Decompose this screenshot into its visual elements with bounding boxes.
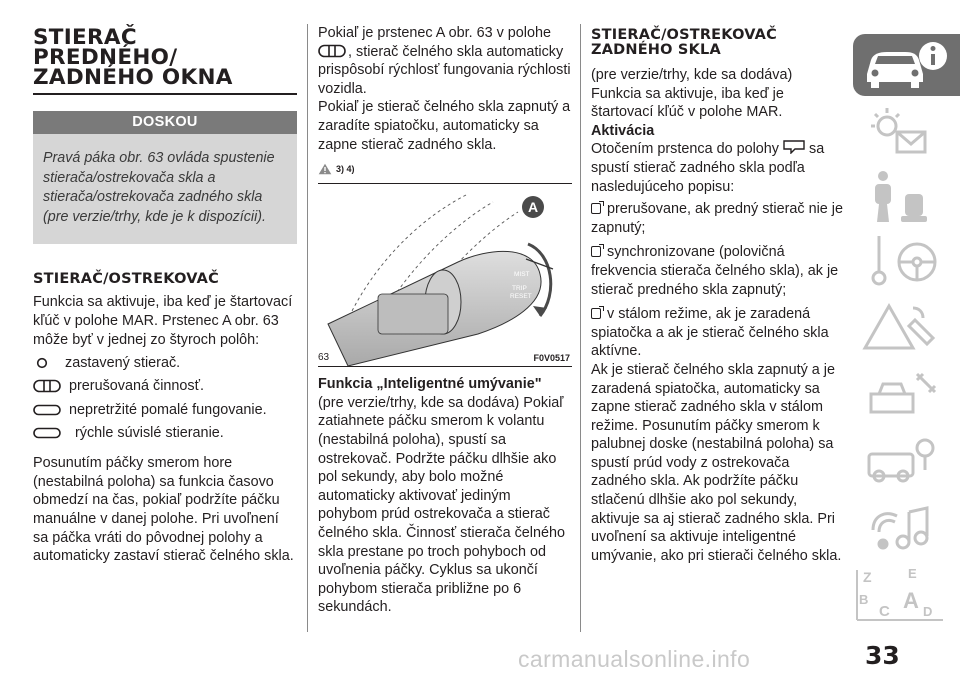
figure-label-a: A xyxy=(527,199,539,216)
column-divider xyxy=(580,24,581,632)
watermark: carmanualsonline.info xyxy=(518,646,751,672)
maintenance-icon xyxy=(853,364,960,426)
wiper-intermittent-icon xyxy=(33,379,61,393)
bullet-box-icon xyxy=(591,308,601,319)
emergency-icon xyxy=(853,298,960,360)
wiper-off-icon xyxy=(35,357,49,369)
tab-technical-data[interactable] xyxy=(853,430,960,492)
column-divider xyxy=(307,24,308,632)
position-item: prerušovaná činnosť. xyxy=(33,375,297,399)
rear-wiper-icon xyxy=(783,140,805,154)
doskou-text: Pravá páka obr. 63 ovláda spustenie stierača/ostrekovača skla a stierača/ostrekovača zadného skla (pre verzie/trhy, kde je k dispozícii). xyxy=(43,150,275,225)
tab-warning-lights[interactable] xyxy=(853,100,960,162)
wiper-lever-illustration xyxy=(318,184,572,367)
lever-text-trip: TRIP xyxy=(512,285,527,293)
bullet-box-icon xyxy=(591,203,601,214)
index-icon xyxy=(853,562,960,624)
car-info-icon xyxy=(853,34,960,96)
safety-icon xyxy=(853,166,960,228)
intelligent-wash-text: (pre verzie/trhy, kde sa dodáva) Pokiaľ zatiahnete páčku smerom k volantu (nestabilná poloha), spustí sa ostrekovač. Podržte páčku dlhšie ako pol sekundy, aby bolo možné automaticky aktivovať jediným pohybom prúd ostrekovača a stierač čelného skla. Činnosť stierača čelného skla prestane po troch pohyboch od uvoľnenia páčky. Cyklus sa ukončí pohybom stierača približne po 6 sekundách. xyxy=(318,394,565,616)
column-1 xyxy=(33,25,297,566)
activation-bullets xyxy=(591,200,845,361)
doskou-box xyxy=(33,111,297,244)
tab-safety[interactable] xyxy=(853,166,960,228)
intelligent-wash-title: Funkcia „Inteligentné umývanie" xyxy=(318,376,542,393)
svg-text:C: C xyxy=(879,603,890,620)
tab-index[interactable] xyxy=(853,562,960,624)
tab-emergency[interactable] xyxy=(853,298,960,360)
reverse-gear-text: Pokiaľ je stierač čelného skla zapnutý a zaradíte spiatočku, automaticky sa zapne stierač zadného skla. xyxy=(318,99,571,153)
figure-63 xyxy=(318,183,572,367)
tab-multimedia[interactable] xyxy=(853,496,960,558)
rear-wiper-details: Ak je stierač čelného skla zapnutý a je zaradená spiatočka, automaticky sa zapne stierač zadného skla v stálom režime. Posunutím páčky smerom k palubnej doske (nestabilná poloha) sa spustí prúd vody z ostrekovača zadného skla. Ak podržíte páčku stlačenú dlhšie ako pol sekundy, aktivuje sa aj stierač zadného skla. Pri uvoľnení sa aktivuje inteligentné umývanie, ako pri stierači čelného skla. xyxy=(591,361,842,564)
warning-reference: 3) 4) xyxy=(318,160,572,178)
svg-text:B: B xyxy=(859,592,869,607)
lever-text-reset: RESET xyxy=(510,293,532,301)
bullet-item: prerušovane, ak predný stierač nie je zapnutý; xyxy=(591,201,843,236)
auto-speed-text: Pokiaľ je prstenec A obr. 63 v polohe , stierač čelného skla automaticky prispôsobí rýchlosť fungovania rýchlosti vozidla. xyxy=(318,25,571,97)
rear-wiper-intro: (pre verzie/trhy, kde sa dodáva) Funkcia sa aktivuje, iba keď je štartovací kľúč v polohe MAR. xyxy=(591,67,793,121)
svg-text:Z: Z xyxy=(863,569,872,585)
section-title-rear-wiper: STIERAČ/OSTREKOVAČ ZADNÉHO SKLA xyxy=(591,27,777,58)
starting-driving-icon xyxy=(853,232,960,294)
wiper-after-text: Posunutím páčky smerom hore (nestabilná poloha) sa funkcia časovo obmedzí na čas, pokiaľ podržíte páčku manuálne v danej polohe. Pri uvoľnení sa páčka vráti do pôvodnej polohy a automaticky zastaví stierač čelného skla. xyxy=(33,455,294,565)
activation-text: Otočením prstenca do polohy sa spustí stierač zadného skla podľa nasledujúceho popisu: xyxy=(591,141,825,195)
tab-car-info[interactable] xyxy=(853,34,960,96)
positions-list xyxy=(33,351,297,445)
position-item: rýchle súvislé stieranie. xyxy=(33,422,297,446)
svg-text:A: A xyxy=(903,588,919,613)
lever-text-mist: MIST xyxy=(514,271,530,279)
column-3 xyxy=(591,28,845,565)
figure-number: 63 xyxy=(318,352,330,364)
wiper-slow-icon xyxy=(33,404,61,416)
wiper-intermittent-icon xyxy=(318,44,346,58)
svg-text:E: E xyxy=(908,566,917,581)
multimedia-icon xyxy=(853,496,960,558)
bullet-item: synchronizovane (polovičná frekvencia stierača čelného skla), ak je stierač predného skla zapnutý; xyxy=(591,244,839,298)
wiper-fast-icon xyxy=(33,427,61,439)
column-2 xyxy=(318,24,572,617)
tab-maintenance[interactable] xyxy=(853,364,960,426)
activation-title: Aktivácia xyxy=(591,122,655,139)
warning-lights-icon xyxy=(853,100,960,162)
wiper-intro: Funkcia sa aktivuje, iba keď je štartovací kľúč v polohe MAR. Prstenec A obr. 63 môže byť v jednej zo štyroch polôh: xyxy=(33,294,293,348)
page-title: STIERAČ PREDNÉHO/ ZADNÉHO OKNA xyxy=(33,25,233,90)
position-item: nepretržité pomalé fungovanie. xyxy=(33,398,297,422)
position-item: zastavený stierač. xyxy=(33,351,297,375)
doskou-header: DOSKOU xyxy=(33,111,297,134)
bullet-box-icon xyxy=(591,246,601,257)
technical-data-icon xyxy=(853,430,960,492)
title-underline xyxy=(33,93,297,95)
chapter-sidebar xyxy=(853,34,960,624)
warning-triangle-icon xyxy=(318,163,332,175)
svg-text:D: D xyxy=(923,604,933,619)
tab-starting-driving[interactable] xyxy=(853,232,960,294)
figure-code: F0V0517 xyxy=(533,353,570,364)
bullet-item: v stálom režime, ak je zaradená spiatočka a ak je stierač čelného skla aktívne. xyxy=(591,306,829,360)
page-number: 33 xyxy=(865,641,900,670)
section-title-wiper: STIERAČ/OSTREKOVAČ xyxy=(33,271,219,288)
